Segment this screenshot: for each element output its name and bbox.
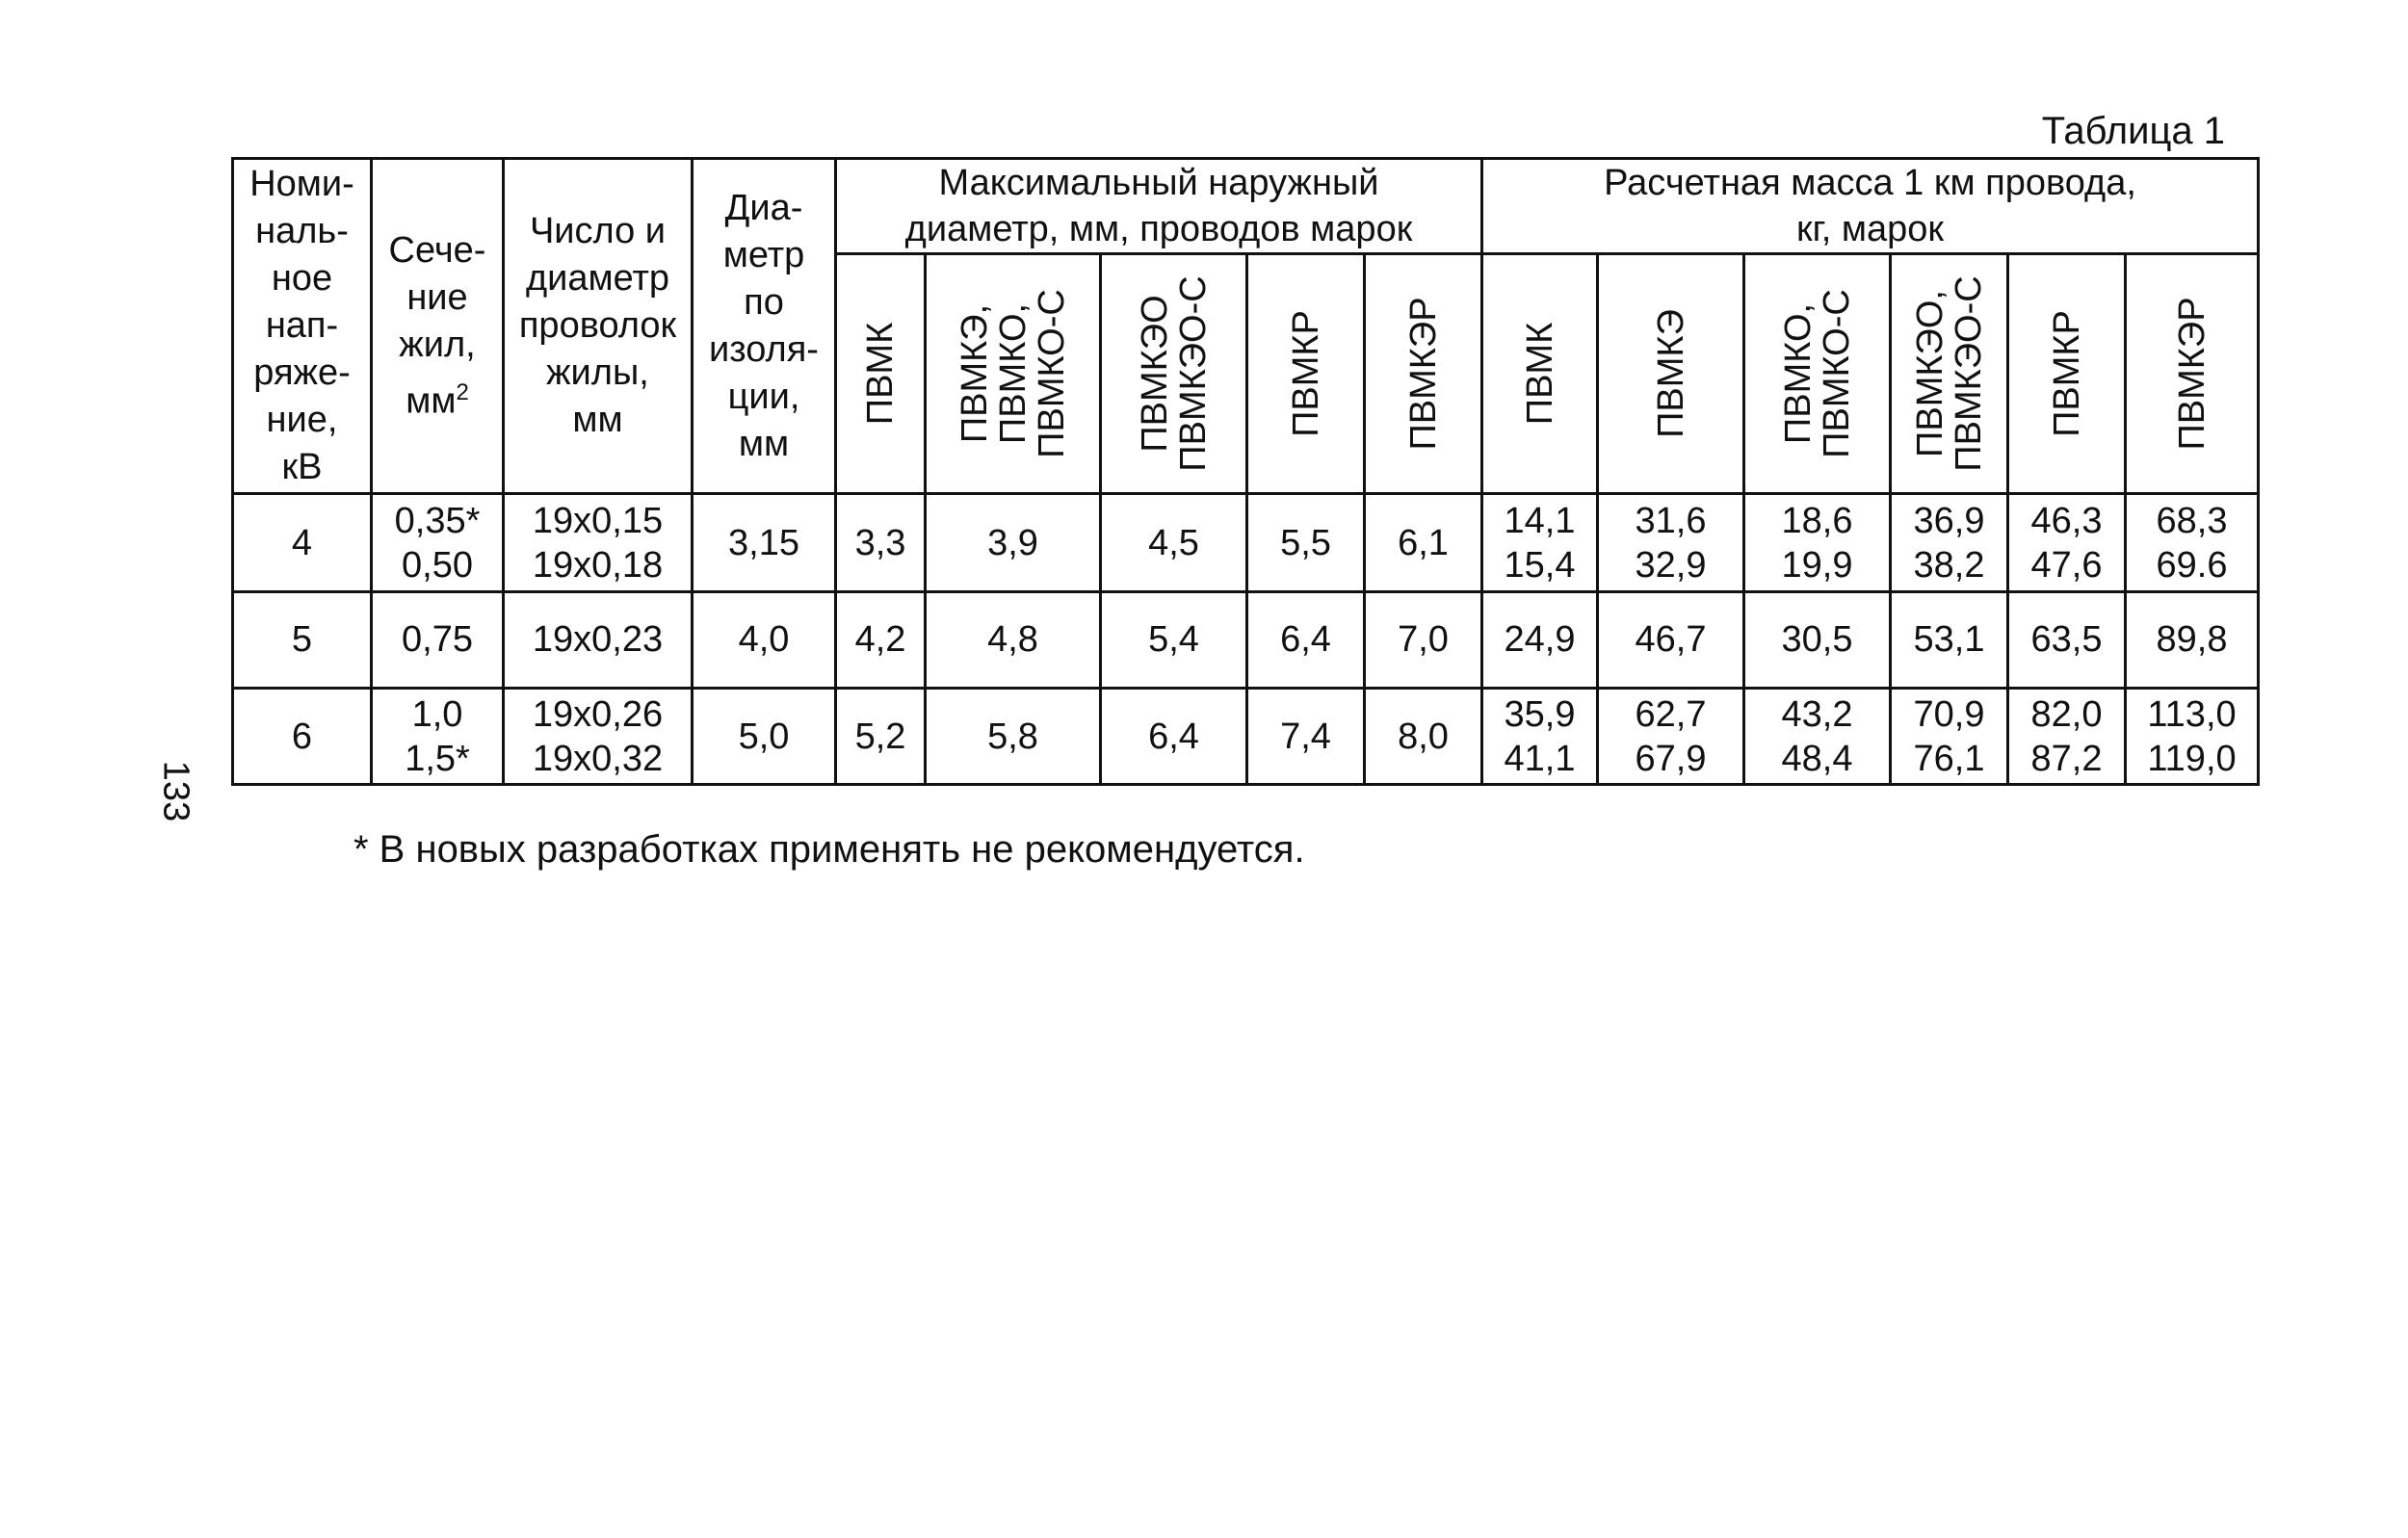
cell-mass: 68,3 69.6 xyxy=(2126,494,2259,592)
table-caption: Таблица 1 xyxy=(2041,110,2225,152)
cell-max-diameter: 6,4 xyxy=(1247,592,1365,689)
table-row xyxy=(233,592,2259,689)
cell-max-diameter: 4,5 xyxy=(1101,494,1247,592)
cell-wires: 19х0,23 xyxy=(504,592,693,689)
cell-mass: 62,7 67,9 xyxy=(1598,689,1744,785)
table-row xyxy=(233,494,2259,592)
cell-diameter: 3,15 xyxy=(693,494,836,592)
cell-mass: 46,7 xyxy=(1598,592,1744,689)
cell-mass: 46,3 47,6 xyxy=(2008,494,2126,592)
cell-max-diameter: 6,1 xyxy=(1365,494,1482,592)
cable-spec-table xyxy=(231,157,2260,786)
cell-max-diameter: 4,2 xyxy=(836,592,926,689)
cell-section: 1,0 1,5* xyxy=(372,689,504,785)
cell-section: 0,35* 0,50 xyxy=(372,494,504,592)
header-voltage: Номи- наль- ное нап- ряже- ние, кВ xyxy=(233,159,372,494)
cell-wires: 19х0,26 19х0,32 xyxy=(504,689,693,785)
cell-mass: 31,6 32,9 xyxy=(1598,494,1744,592)
cell-max-diameter: 5,4 xyxy=(1101,592,1247,689)
cell-wires: 19х0,15 19х0,18 xyxy=(504,494,693,592)
header-brand-pvmk: ПВМК xyxy=(836,254,926,494)
header-mass-brand-pvmko: ПВМКО, ПВМКО-С xyxy=(1744,254,1891,494)
cell-max-diameter: 7,0 xyxy=(1365,592,1482,689)
cell-max-diameter: 8,0 xyxy=(1365,689,1482,785)
cell-mass: 14,1 15,4 xyxy=(1482,494,1598,592)
header-max-diameter-group: Максимальный наружный диаметр, мм, проводов марок xyxy=(836,159,1482,254)
cell-voltage: 5 xyxy=(233,592,372,689)
header-brand-pvmker: ПВМКЭР xyxy=(1365,254,1482,494)
header-section: Сече- ние жил, $мм^2$ xyxy=(372,159,504,494)
footnote: * В новых разработках применять не рекомендуется. xyxy=(353,828,1305,871)
cell-mass: 24,9 xyxy=(1482,592,1598,689)
header-mass-brand-pvmke: ПВМКЭ xyxy=(1598,254,1744,494)
cell-diameter: 4,0 xyxy=(693,592,836,689)
cell-mass: 89,8 xyxy=(2126,592,2259,689)
header-brand-pvmke-pvmko: ПВМКЭ, ПВМКО, ПВМКО-С xyxy=(926,254,1101,494)
cell-mass: 18,6 19,9 xyxy=(1744,494,1891,592)
cell-mass: 63,5 xyxy=(2008,592,2126,689)
page-number: 133 xyxy=(155,760,196,822)
header-mass-brand-pvmk: ПВМК xyxy=(1482,254,1598,494)
header-brand-pvmkr: ПВМКР xyxy=(1247,254,1365,494)
cell-mass: 35,9 41,1 xyxy=(1482,689,1598,785)
cell-diameter: 5,0 xyxy=(693,689,836,785)
cell-max-diameter: 7,4 xyxy=(1247,689,1365,785)
cell-max-diameter: 3,3 xyxy=(836,494,926,592)
header-wires: Число и диаметр проволок жилы, мм xyxy=(504,159,693,494)
cell-mass: 43,2 48,4 xyxy=(1744,689,1891,785)
header-mass-brand-pvmkr: ПВМКР xyxy=(2008,254,2126,494)
cell-max-diameter: 4,8 xyxy=(926,592,1101,689)
header-mass-group: Расчетная масса 1 км провода, кг, марок xyxy=(1482,159,2259,254)
cell-mass: 82,0 87,2 xyxy=(2008,689,2126,785)
cell-max-diameter: 3,9 xyxy=(926,494,1101,592)
cell-voltage: 4 xyxy=(233,494,372,592)
cell-mass: 36,9 38,2 xyxy=(1891,494,2008,592)
cell-mass: 70,9 76,1 xyxy=(1891,689,2008,785)
cell-max-diameter: 6,4 xyxy=(1101,689,1247,785)
cell-mass: 113,0 119,0 xyxy=(2126,689,2259,785)
cell-max-diameter: 5,2 xyxy=(836,689,926,785)
cell-section: 0,75 xyxy=(372,592,504,689)
cell-mass: 53,1 xyxy=(1891,592,2008,689)
table-row xyxy=(233,689,2259,785)
header-brand-pvmkeo: ПВМКЭО ПВМКЭО-С xyxy=(1101,254,1247,494)
cell-max-diameter: 5,8 xyxy=(926,689,1101,785)
cell-max-diameter: 5,5 xyxy=(1247,494,1365,592)
cell-mass: 30,5 xyxy=(1744,592,1891,689)
header-mass-brand-pvmkeo: ПВМКЭО, ПВМКЭО-С xyxy=(1891,254,2008,494)
cell-voltage: 6 xyxy=(233,689,372,785)
header-mass-brand-pvmker: ПВМКЭР xyxy=(2126,254,2259,494)
header-diameter: Диа- метр по изоля- ции, мм xyxy=(693,159,836,494)
